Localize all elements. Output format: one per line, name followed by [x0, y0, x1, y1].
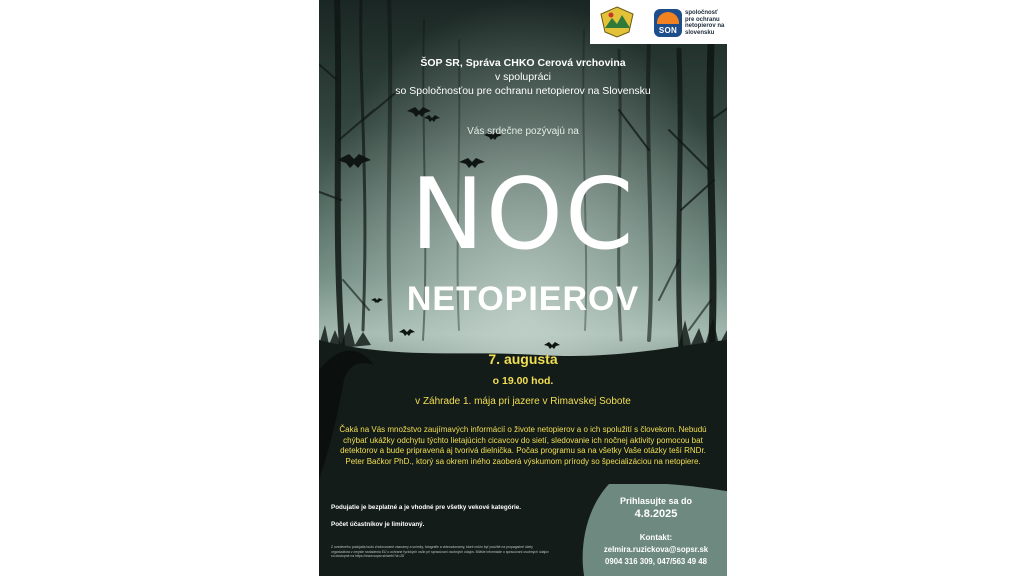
contact-phone: 0904 316 309, 047/563 49 48 — [605, 557, 707, 566]
privacy-fineprint: Z uvedeného podujatia budú zhotovované záznamy a snímky, fotografie a videozáznamy, ktoré môžu byť použité na propagačné účely organizátora v zmysle nariadenia EÚ o ochrane fyzických osôb pri spracúvaní osobných údajov. Bližšie informácie o spracúvaní osobných údajov sú dostupné na https://www.sopsr.sk/web/?cl=28 — [331, 545, 549, 559]
registration-label: Prihlasujte sa do — [619, 496, 693, 506]
capacity-note: Počet účastníkov je limitovaný. — [331, 521, 425, 528]
poster-title: NOC — [410, 158, 636, 272]
free-entry-note: Podujatie je bezplatné a je vhodné pre všetky vekové kategórie. — [331, 504, 522, 511]
logo-badge-text: SON — [658, 26, 678, 35]
event-description: Čaká na Vás množstvo zaujímavých informácií o živote netopierov a o ich spolužití s človekom. Nebudú chýbať ukážky odchytu týchto lietajúcich cicavcov do sietí, sledovanie ich nočnej aktivity pomocou bat detektorov a bude pripravená aj tvorivá dielnička. Počas programu sa na všetky Vaše otázky teší RNDr. Peter Bačkor PhD., ktorý sa okrem iného zaoberá výskumom prírody so špecializáciou na netopiere. — [339, 425, 707, 466]
poster-subtitle: NETOPIEROV — [406, 280, 640, 318]
event-time: o 19.00 hod. — [492, 375, 554, 387]
contact-email: zelmira.ruzickova@sopsr.sk — [603, 545, 709, 554]
logo-sun-shape — [657, 12, 679, 24]
cooperation-line: v spolupráci — [494, 71, 552, 83]
registration-deadline: 4.8.2025 — [634, 508, 678, 520]
contact-label: Kontakt: — [639, 533, 673, 542]
bat-society-name: spoločnosť pre ochranu netopierov na slovensku — [685, 10, 725, 36]
organizer-line: ŠOP SR, Správa CHKO Cerová vrchovina — [420, 57, 626, 69]
partner-line: so Spoločnosťou pre ochranu netopierov na Slovensku — [395, 85, 651, 97]
event-place: v Záhrade 1. mája pri jazere v Rimavskej Sobote — [415, 396, 631, 407]
event-date: 7. augusta — [488, 351, 558, 367]
sop-sr-logo — [599, 6, 635, 38]
event-poster — [319, 0, 727, 576]
invitation-text: Vás srdečne pozývajú na — [467, 126, 579, 137]
bat-society-logo — [654, 9, 682, 37]
